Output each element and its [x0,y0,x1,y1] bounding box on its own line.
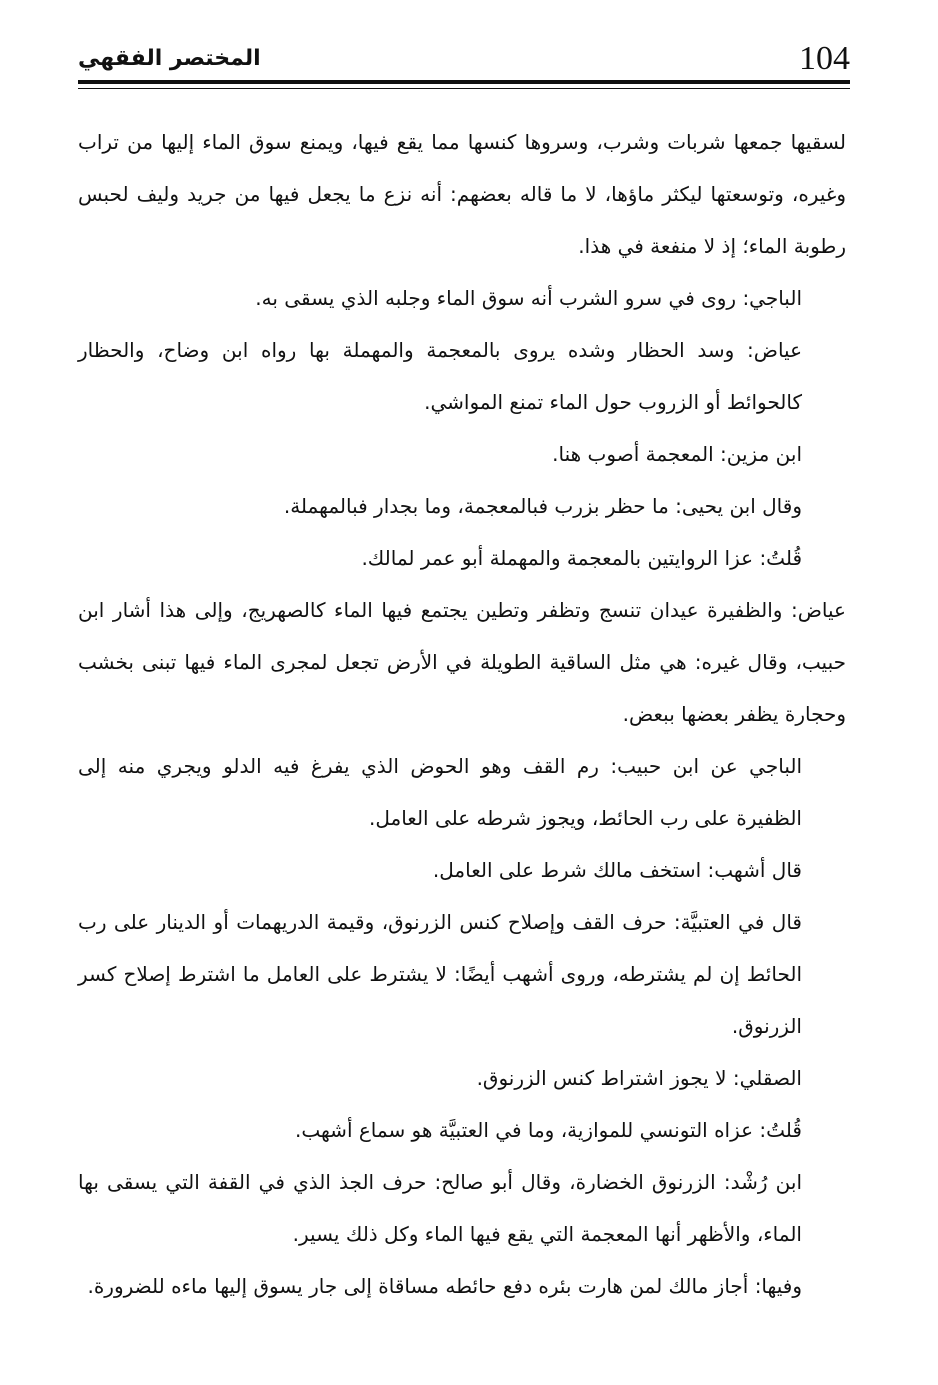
running-title: المختصر الفقهي [78,46,261,71]
paragraph: لسقيها جمعها شربات وشرب، وسروها كنسها مما يقع فيها، ويمنع سوق الماء إليها من تراب وغيره، وتوسعتها ليكثر ماؤها، لا ما قاله بعضهم: أنه نزع ما يجعل فيها من جريد وليف لحبس رطوبة الماء؛ إذ لا منفعة في هذا. [78,130,846,258]
paragraph: ابن رُشْد: الزرنوق الخضارة، وقال أبو صالح: حرف الجذ الذي في القفة التي يسقى بها الماء، والأظهر أنها المعجمة التي يقع فيها الماء وكل ذلك يسير. [78,1170,802,1246]
paragraph: ابن مزين: المعجمة أصوب هنا. [552,442,802,466]
paragraph: قال أشهب: استخف مالك شرط على العامل. [432,858,802,882]
paragraph: وقال ابن يحيى: ما حظر بزرب فبالمعجمة، وما بجدار فبالمهملة. [283,494,802,518]
paragraph: قال في العتبيَّة: حرف القف وإصلاح كنس الزرنوق، وقيمة الدريهمات أو الدينار على رب الحائط إن لم يشترطه، وروى أشهب أيضًا: لا يشترط على العامل ما اشترط إصلاح كسر الزرنوق. [78,910,802,1038]
paragraph: عياض: وسد الحظار وشده يروى بالمعجمة والمهملة بها رواه ابن وضاح، والحظار كالحوائط أو الزروب حول الماء تمنع المواشي. [78,338,802,414]
header-rule-thick [78,80,850,84]
body-text [78,116,846,1312]
header-rule-thin [78,88,850,89]
paragraph: وفيها: أجاز مالك لمن هارت بئره دفع حائطه مساقاة إلى جار يسوق إليها ماءه للضرورة. [87,1274,802,1298]
paragraph: عياض: والظفيرة عيدان تنسج وتظفر وتطين يجتمع فيها الماء كالصهريج، وإلى هذا أشار ابن حبيب، وقال غيره: هي مثل الساقية الطويلة في الأرض تجعل لمجرى الماء فيها تبنى بخشب وحجارة يظفر بعضها ببعض. [78,598,846,726]
paragraph: الباجي: روى في سرو الشرب أنه سوق الماء وجلبه الذي يسقى به. [255,286,802,310]
paragraph: الباجي عن ابن حبيب: رم القف وهو الحوض الذي يفرغ فيه الدلو ويجري منه إلى الظفيرة على رب الحائط، ويجوز شرطه على العامل. [78,754,802,830]
page-number: 104 [799,40,850,77]
paragraph: قُلتُ: عزا الروايتين بالمعجمة والمهملة أبو عمر لمالك. [361,546,802,570]
paragraph: قُلتُ: عزاه التونسي للموازية، وما في العتبيَّة هو سماع أشهب. [294,1118,802,1142]
paragraph: الصقلي: لا يجوز اشتراط كنس الزرنوق. [476,1066,802,1090]
